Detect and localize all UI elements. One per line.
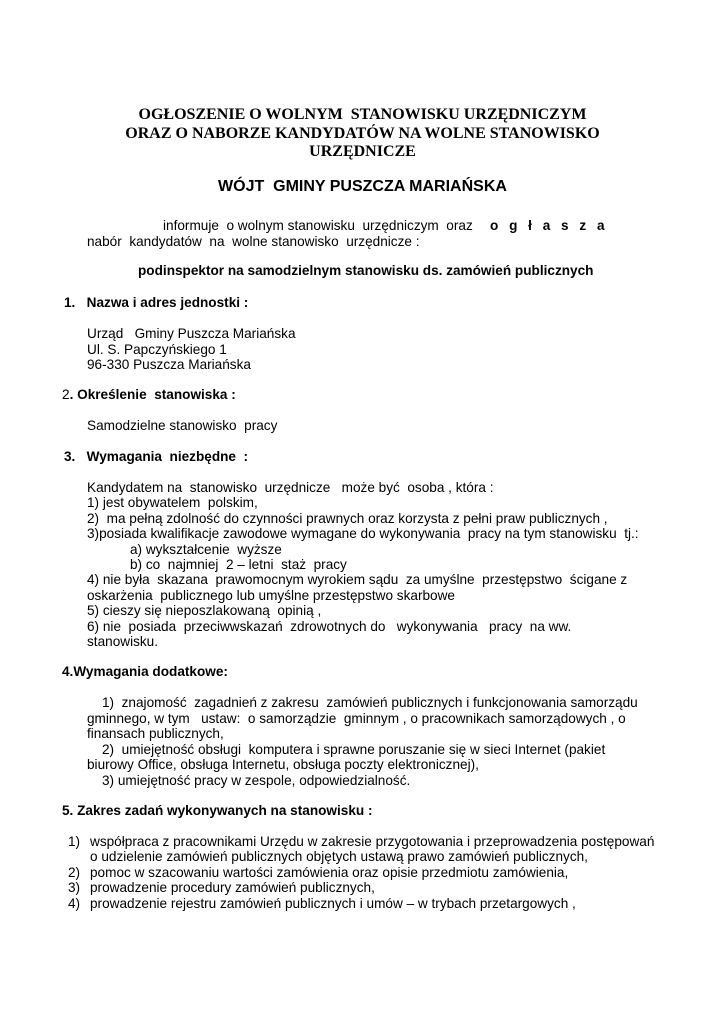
- task-number: 2): [68, 865, 81, 880]
- task-text: prowadzenie rejestru zamówień publicznych i umów – w trybach przetargowych ,: [90, 896, 576, 911]
- additional-requirement-line: finansach publicznych,: [87, 726, 224, 741]
- requirement-line: 6) nie posiada przeciwwskazań zdrowotnych do wykonywania pracy na ww.: [87, 619, 572, 634]
- section-2-number: 2: [62, 387, 70, 402]
- requirement-line: 3)posiada kwalifikacje zawodowe wymagane do wykonywania pracy na tym stanowisku tj.:: [87, 526, 639, 541]
- requirement-line: oskarżenia publicznego lub umyślne przestępstwo skarbowe: [87, 588, 455, 603]
- requirement-line: 5) cieszy się nieposzlakowaną opinią ,: [87, 603, 322, 618]
- section-4-heading: 4.Wymagania dodatkowe:: [62, 664, 228, 679]
- address-line-3: 96-330 Puszcza Mariańska: [87, 357, 251, 372]
- document-title-line-3: URZĘDNICZE: [309, 143, 416, 160]
- requirement-line: Kandydatem na stanowisko urzędnicze może być osoba , która :: [87, 480, 494, 495]
- position-title: podinspektor na samodzielnym stanowisku ds. zamówień publicznych: [138, 263, 594, 278]
- additional-requirement-line: gminnego, w tym ustaw: o samorządzie gminnym , o pracownikach samorządowych , o: [87, 711, 626, 726]
- task-number: 3): [68, 880, 81, 895]
- section-2-heading: [62, 387, 236, 403]
- task-text: pomoc w szacowaniu wartości zamówienia oraz opisie przedmiotu zamówienia,: [90, 865, 569, 880]
- intro-line-2: nabór kandydatów na wolne stanowisko urzędnicze :: [87, 234, 420, 249]
- address-line-1: Urząd Gminy Puszcza Mariańska: [87, 326, 296, 341]
- additional-requirement-line: 1) znajomość zagadnień z zakresu zamówień publicznych i funkcjonowania samorządu: [102, 695, 638, 710]
- requirement-line: a) wykształcenie wyższe: [130, 542, 282, 557]
- document-title-line-2: ORAZ O NABORZE KANDYDATÓW NA WOLNE STANOWISKO: [125, 125, 600, 142]
- requirement-line: 2) ma pełną zdolność do czynności prawnych oraz korzysta z pełni praw publicznych ,: [87, 511, 608, 526]
- requirement-line: 4) nie była skazana prawomocnym wyrokiem sądu za umyślne przestępstwo ścigane z: [87, 572, 628, 587]
- section-2-text: Samodzielne stanowisko pracy: [87, 418, 278, 433]
- issuer-heading: WÓJT GMINY PUSZCZA MARIAŃSKA: [218, 178, 507, 195]
- requirement-line: 1) jest obywatelem polskim,: [87, 495, 258, 510]
- additional-requirement-line: biurowy Office, obsługa Internetu, obsługa poczty elektronicznej),: [87, 757, 479, 772]
- address-line-2: Ul. S. Papczyńskiego 1: [87, 342, 227, 357]
- intro-line-1: informuje o wolnym stanowisku urzędniczym oraz: [163, 218, 473, 233]
- section-3-heading: 3. Wymagania niezbędne :: [64, 449, 249, 464]
- announces-word: o g ł a s z a: [490, 218, 609, 233]
- additional-requirement-line: 2) umiejętność obsługi komputera i sprawne poruszanie się w sieci Internet (pakiet: [102, 742, 606, 757]
- task-text: współpraca z pracownikami Urzędu w zakresie przygotowania i przeprowadzenia postępowań: [90, 834, 655, 849]
- task-number: 1): [68, 834, 81, 849]
- task-text: o udzielenie zamówień publicznych objętych ustawą prawo zamówień publicznych,: [90, 849, 588, 864]
- requirement-line: stanowisku.: [87, 634, 159, 649]
- additional-requirement-line: 3) umiejętność pracy w zespole, odpowiedzialność.: [102, 773, 411, 788]
- task-number: 4): [68, 896, 81, 911]
- section-2-title: . Określenie stanowiska :: [69, 387, 236, 402]
- document-title-line-1: OGŁOSZENIE O WOLNYM STANOWISKU URZĘDNICZYM: [138, 106, 587, 123]
- section-5-heading: 5. Zakres zadań wykonywanych na stanowisku :: [62, 803, 373, 818]
- section-1-heading: 1. Nazwa i adres jednostki :: [64, 295, 249, 310]
- task-text: prowadzenie procedury zamówień publicznych,: [90, 880, 375, 895]
- requirement-line: b) co najmniej 2 – letni staż pracy: [130, 557, 347, 572]
